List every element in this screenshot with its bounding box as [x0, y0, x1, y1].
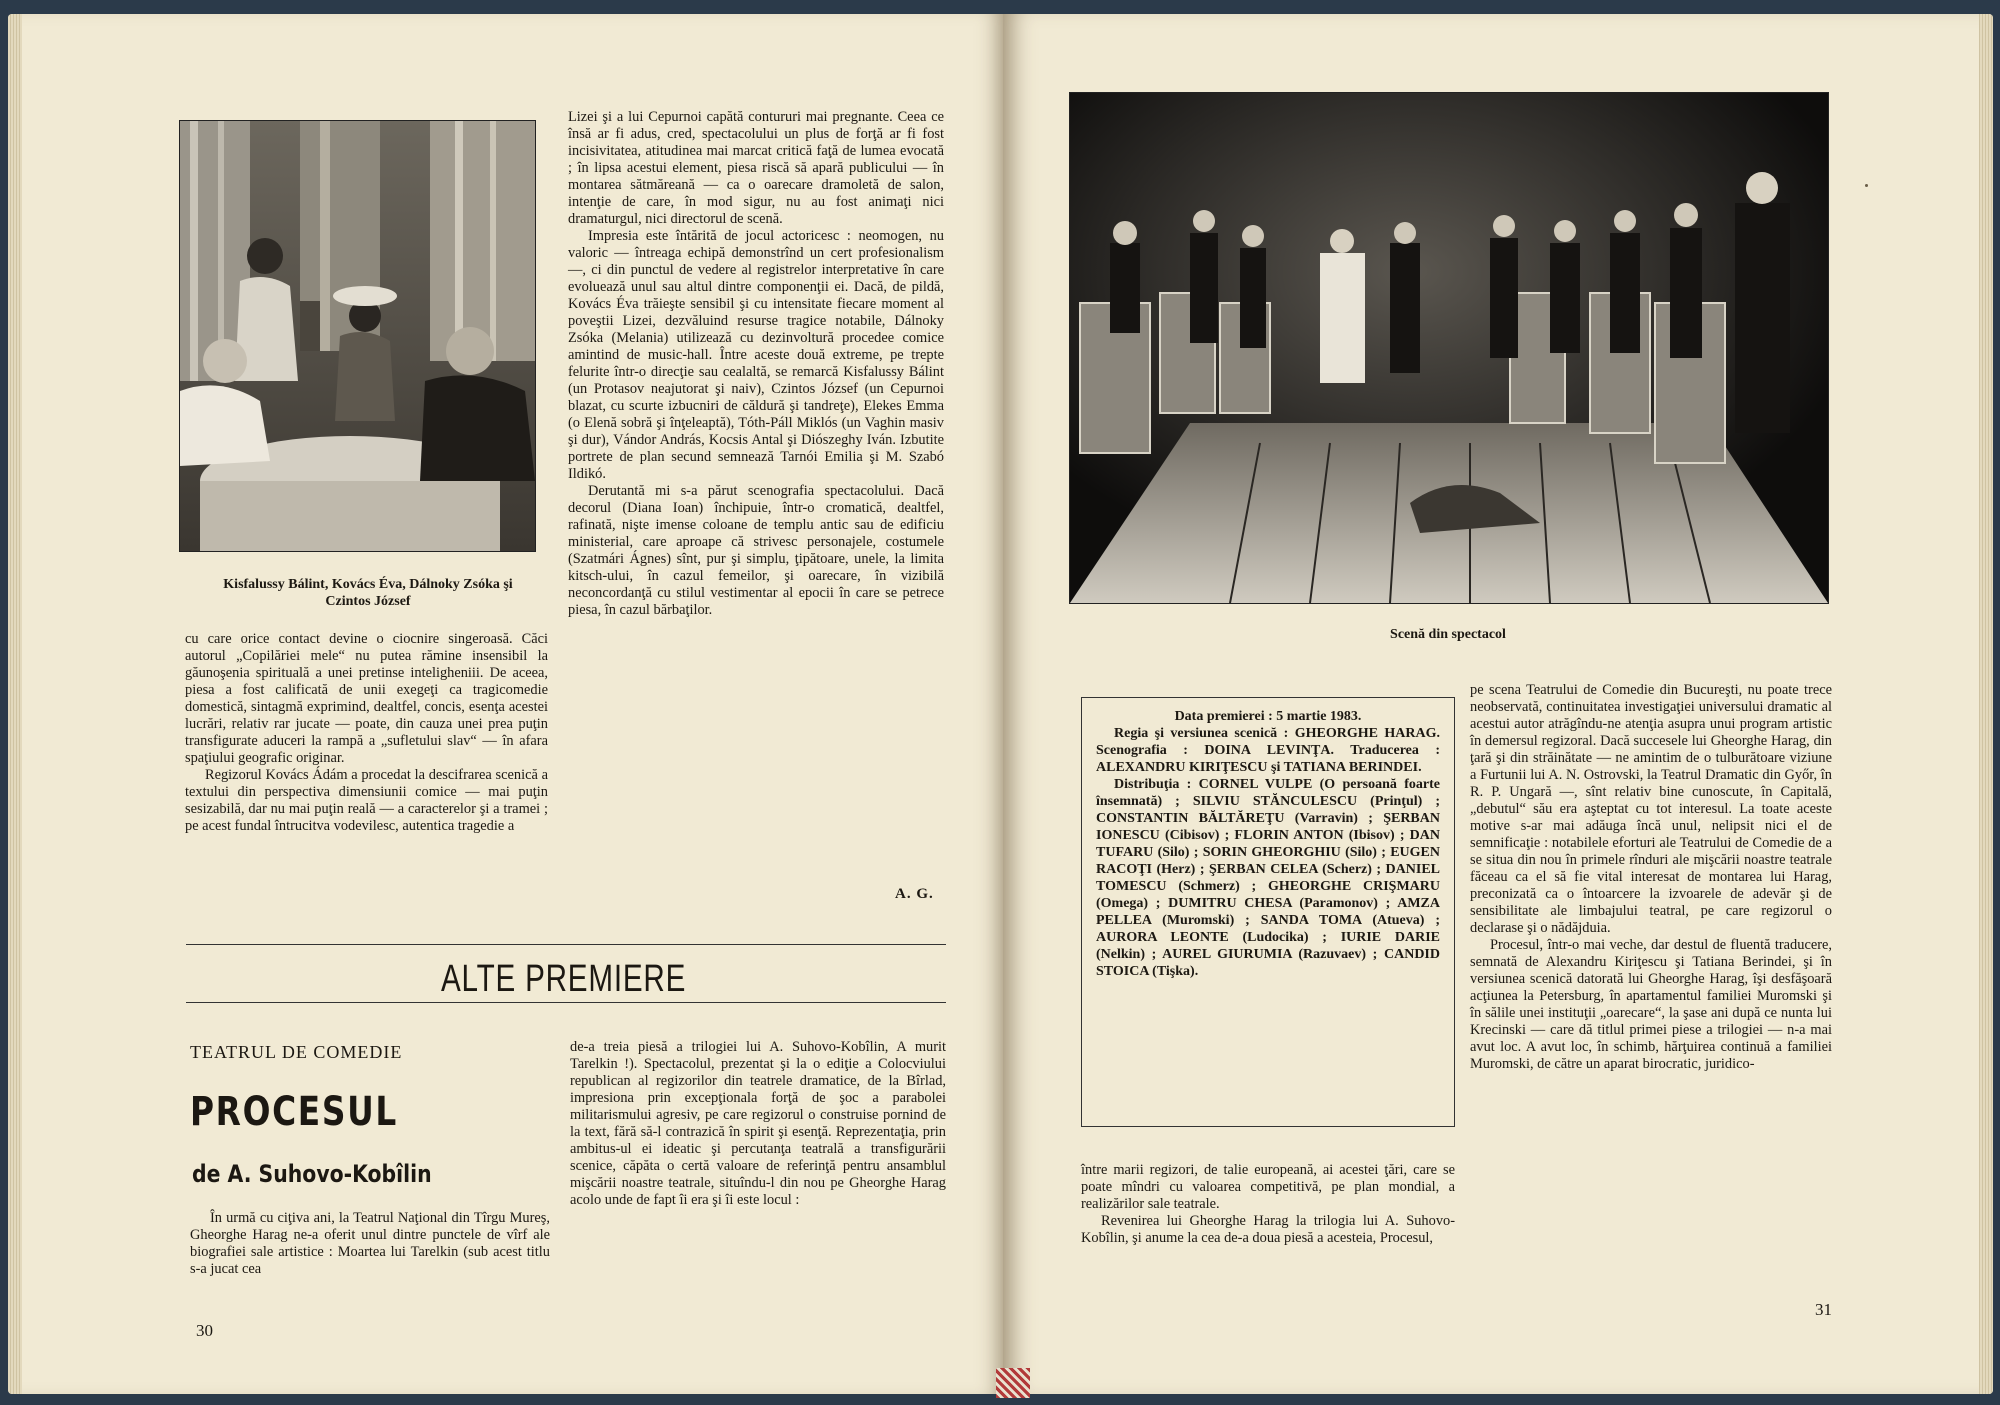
paragraph: de-a treia piesă a trilogiei lui A. Suhovo-Kobîlin, A murit Tarelkin !). Spectacolul, prezentat şi la o ediţie a Colocviului republican al regizorilor din teatrele dramatice, de la Bîrlad, impresiona prin excepţionala forţă de şoc a parabolei militarismului agresiv, pe care regizorul o construise pornind de la text, fără să-l contrazică în spirit şi esenţă. Reprezentaţia, prin ambitus-ul ei ideatic şi percutanţa teatrală a transfigurării scenice, căpăta o certă valoare de referinţă pentru ansamblul mişcării noastre teatrale, situîndu-l din nou pe Gheorghe Harag acolo unde de fapt îi era şi îi este locul : [570, 1039, 946, 1208]
article-column-3 [190, 1210, 550, 1278]
section-title: ALTE PREMIERE [441, 958, 687, 1000]
premiere-credits-box [1081, 697, 1455, 1127]
credits-direction: Regia şi versiunea scenică : GHEORGHE HARAG. Scenografia : DOINA LEVINŢA. Traducerea : ALEXANDRU KIRIŢESCU şi TATIANA BERINDEI. [1096, 726, 1440, 775]
paragraph: Derutantă mi s-a părut scenografia spectacolului. Dacă decorul (Diana Ioan) închipuie, într-o cromatică, dealtfel, rafinată, nişte imense coloane de templu antic sau de edificiu ministerial, care aproape că strivesc personajele, costumele (Szatmári Ágnes) sînt, pur şi simplu, ţipătoare, unele, la limita kitsch-ului, în cazul femeilor, şi oarecare, în vizibilă neconcordanţă cu stilul vestimentar al epocii în care se petrece piesa, în cazul bărbaţilor. [568, 483, 944, 618]
play-title: PROCESUL [190, 1089, 398, 1135]
credits-cast: Distribuţia : CORNEL VULPE (O persoană foarte însemnată) ; SILVIU STĂNCULESCU (Prinţul) ; CONSTANTIN BĂLTĂREŢU (Varravin) ; ŞERBAN IONESCU (Cibisov) ; FLORIN ANTON (Ibisov) ; DAN TUFARU (Silo) ; SORIN GHEORGHIU (Silo) ; EUGEN RACOŢI (Herz) ; ŞERBAN CELEA (Scherz) ; DANIEL TOMESCU (Schmerz) ; GHEORGHE CRIŞMARU (Omega) ; DUMITRU CHESA (Paramonov) ; AMZA PELLEA (Muromski) ; SANDA TOMA (Atueva) ; AURORA LEONTE (Ludocika) ; IURIE DARIE (Nelkin) ; AUREL GIURUMIA (Razuvaev) ; CANDID STOICA (Tişka). [1096, 777, 1440, 979]
photo-caption: Scenă din spectacol [1390, 627, 1506, 642]
article-column-5 [1081, 1162, 1455, 1247]
photo-caption: Kisfalussy Bálint, Kovács Éva, Dálnoky Zsóka şi Czintos József [223, 577, 513, 609]
paragraph: Impresia este întărită de jocul actoricesc : neomogen, nu valoric — întreaga echipă demonstrînd un cert profesionalism —, ci din punctul de vedere al registrelor interpretative în care evoluează unul sau altul dintre componenţii ei. Dacă, de pildă, Kovács Éva trăieşte sensibil şi cu intensitate fiecare moment al poveştii Lizei, dezvăluind resurse tragice notabile, Dálnoky Zsóka (Melania) utilizează cu dezinvoltură procedee comice amintind de music-hall. Între aceste două extreme, pe trepte felurite într-o direcţie sau cealaltă, se remarcă Kisfalussy Bálint (un Protasov neajutorat şi naiv), Czintos József (un Cepurnoi blazat, cu scurte izbucniri de căldură şi tandreţe), Elekes Emma (o Elenă sobră şi înţeleaptă), Tóth-Páll Miklós (un Vaghin masiv şi dur), Vándor András, Kocsis Antal şi Diószeghy Iván. Izbutite portrete de plan secund semnează Tarnói Emilia şi M. Szabó Ildikó. [568, 228, 944, 482]
paragraph: între marii regizori, de talie europeană, ai acestei ţări, care se poate mîndri cu valoarea competitivă, pe plan mondial, a realizărilor sale teatrale. [1081, 1162, 1455, 1212]
binding-thread [996, 1368, 1030, 1398]
section-rule-bottom [186, 1002, 946, 1003]
left-page [8, 14, 1003, 1394]
paragraph: Procesul, într-o mai veche, dar destul de fluentă traducere, semnată de Alexandru Kiriţescu şi Tatiana Berindei, şi în versiunea scenică datorată lui Gheorghe Harag, îşi desfăşoară acţiunea la Petersburg, în apartamentul familiei Muromski şi în sălile unei instituţii „oarecare“, la şase ani după ce nunta lui Krecinski — care dă titlul primei piese a trilogiei — n-a mai avut loc. A avut loc, în schimb, hărţuirea continuă a familiei Muromski, de către un aparat birocratic, juridico- [1470, 937, 1832, 1072]
right-page [1003, 14, 1993, 1394]
article-column-4 [570, 1039, 946, 1209]
paragraph: pe scena Teatrului de Comedie din Bucureşti, nu poate trece neobservată, continuitatea investigaţiei universului dramatic al acestui autor atrăgîndu-ne atenţia asupra unui program artistic în demersul regizoral. Dacă succesele lui Gheorghe Harag, din ţară şi din străinătate — ne amintim de o tulburătoare viziune a Furtunii lui A. N. Ostrovski, la Teatrul Dramatic din Győr, în R. P. Ungară —, sînt relativ bine cunoscute, în Capitală, „debutul“ său era aşteptat cu tot interesul. La toate aceste motive s-ar mai adăuga încă unul, nelipsit nici el de semnificaţie : notabilele eforturi ale Teatrului de Comedie de a se situa din nou în primele rînduri ale mişcării noastre teatrale făceau ca el să fie vital interesat de montarea lui Harag, preconizată ca o întoarcere la izvoarele de adevăr şi de sensibilitate ale limbajului teatral, pe care regizorul o declarase şi o nădăjduia. [1470, 682, 1832, 936]
photo-actors-at-table [179, 120, 536, 552]
paragraph: Lizei şi a lui Cepurnoi capătă contururi mai pregnante. Ceea ce însă ar fi adus, cred, spectacolului un plus de forţă ar fi fost incisivitatea, atitudinea mai marcat critică faţă de lumea evocată ; în lipsa acestui element, piesa riscă să apară publicului — în montarea sătmăreană — ca o oarecare dramoletă de salon, intenţie de care, în mod sigur, nu au fost animaţi nici dramaturgul, nici directorul de scenă. [568, 109, 944, 227]
paragraph: Revenirea lui Gheorghe Harag la trilogia lui A. Suhovo-Kobîlin, şi anume la cea de-a doua piesă a acesteia, Procesul, [1081, 1213, 1455, 1246]
author-signature: A. G. [895, 886, 934, 902]
paragraph: Regizorul Kovács Ádám a procedat la descifrarea scenică a textului din perspectiva dimensiunii comice — mai puţin sesizabilă, dar nu mai puţin reală — a caracterelor şi a tramei ; pe acest fundal întrucitva vodevilesc, autentica tragedie a [185, 767, 548, 834]
photo-image [180, 121, 535, 551]
photo-image [1070, 93, 1828, 603]
premiere-date: Data premierei : 5 martie 1983. [1174, 709, 1362, 724]
paragraph: cu care orice contact devine o ciocnire singeroasă. Căci autorul „Copilăriei mele“ nu putea rămine insensibil la găunoşenia spirituală a unei pretinse inteligheniii. De aceea, piesa a fost calificată de unii exegeţi ca tragicomedie domestică, sintagmă exprimind, dealtfel, concis, esenţa acestei lucrări, relativ rar jucate — poate, din cauza unei prea puţin transfigurate aduceri la rampă a „sufletului slav“ — în afara spaţiului geografic originar. [185, 631, 548, 766]
play-author: de A. Suhovo-Kobîlin [192, 1160, 432, 1188]
article-column-2 [568, 109, 944, 619]
theatre-name: TEATRUL DE COMEDIE [190, 1042, 403, 1062]
paragraph: În urmă cu ciţiva ani, la Teatrul Naţional din Tîrgu Mureş, Gheorghe Harag ne-a oferit unul dintre punctele de vîrf ale biografiei sale artistice : Moartea lui Tarelkin (sub acest titlu s-a jucat cea [190, 1210, 550, 1277]
article-column-1 [185, 631, 548, 835]
page-number: 31 [1815, 1300, 1832, 1319]
section-rule-top [186, 944, 946, 945]
photo-stage-scene [1069, 92, 1829, 604]
page-number: 30 [196, 1321, 213, 1340]
article-column-6 [1470, 682, 1832, 1073]
